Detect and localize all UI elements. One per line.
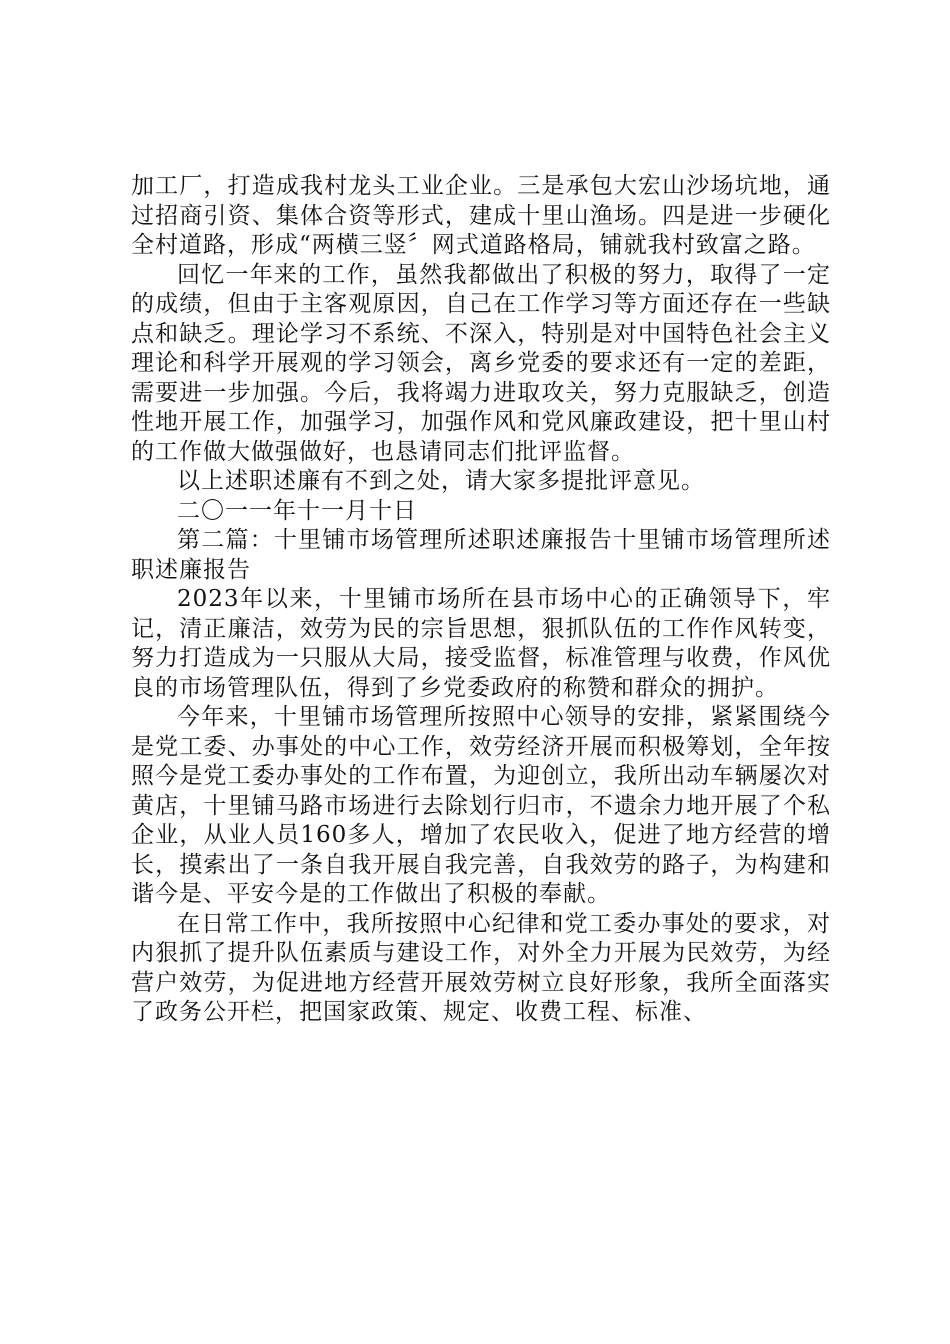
document-body (131, 172, 831, 1028)
paragraph-7: 在日常工作中，我所按照中心纪律和党工委办事处的要求，对内狠抓了提升队伍素质与建设工作，对外全力开展为民效劳，为经营户效劳，为促进地方经营开展效劳树立良好形象，我所全面落实了政务公开栏，把国家政策、规定、收费工程、标准、 (131, 910, 831, 1025)
paragraph-date: 二〇一一年十一月十日 (177, 497, 417, 524)
paragraph-1: 加工厂，打造成我村龙头工业企业。三是承包大宏山沙场坑地，通过招商引资、集体合资等形式，建成十里山渔场。四是进一步硬化全村道路，形成“两横三竖〞网式道路格局，铺就我村致富之路。 (131, 173, 831, 258)
paragraph-3: 以上述职述廉有不到之处，请大家多提批评意见。 (177, 468, 705, 494)
paragraph-2: 回忆一年来的工作，虽然我都做出了积极的努力，取得了一定的成绩，但由于主客观原因，自己在工作学习等方面还存在一些缺点和缺乏。理论学习不系统、不深入，特别是对中国特色社会主义理论和科学开展观的学习领会，离乡党委的要求还有一定的差距，需要进一步加强。今后，我将竭力进取攻关，努力克服缺乏，创造性地开展工作，加强学习，加强作风和党风廉政建设，把十里山村的工作做大做强做好，也恳请同志们批评监督。 (131, 261, 831, 465)
paragraph-6: 今年来，十里铺市场管理所按照中心领导的安排，紧紧围绕今是党工委、办事处的中心工作，效劳经济开展而积极筹划，全年按照今是党工委办事处的工作布置，为迎创立，我所出动车辆屡次对黄店，十里铺马路市场进行去除划行归市，不遗余力地开展了个私企业，从业人员160多人，增加了农民收入，促进了地方经营的增长，摸索出了一条自我开展自我完善，自我效劳的路子，为构建和谐今是、平安今是的工作做出了积极的奉献。 (131, 704, 831, 907)
section-heading: 第二篇：十里铺市场管理所述职述廉报告十里铺市场管理所述职述廉报告 (131, 527, 831, 583)
paragraph-5: 2023年以来，十里铺市场所在县市场中心的正确领导下，牢记，清正廉洁，效劳为民的宗旨思想，狠抓队伍的工作作风转变，努力打造成为一只服从大局，接受监督，标准管理与收费，作风优良的市场管理队伍，得到了乡党委政府的称赞和群众的拥护。 (131, 586, 831, 701)
